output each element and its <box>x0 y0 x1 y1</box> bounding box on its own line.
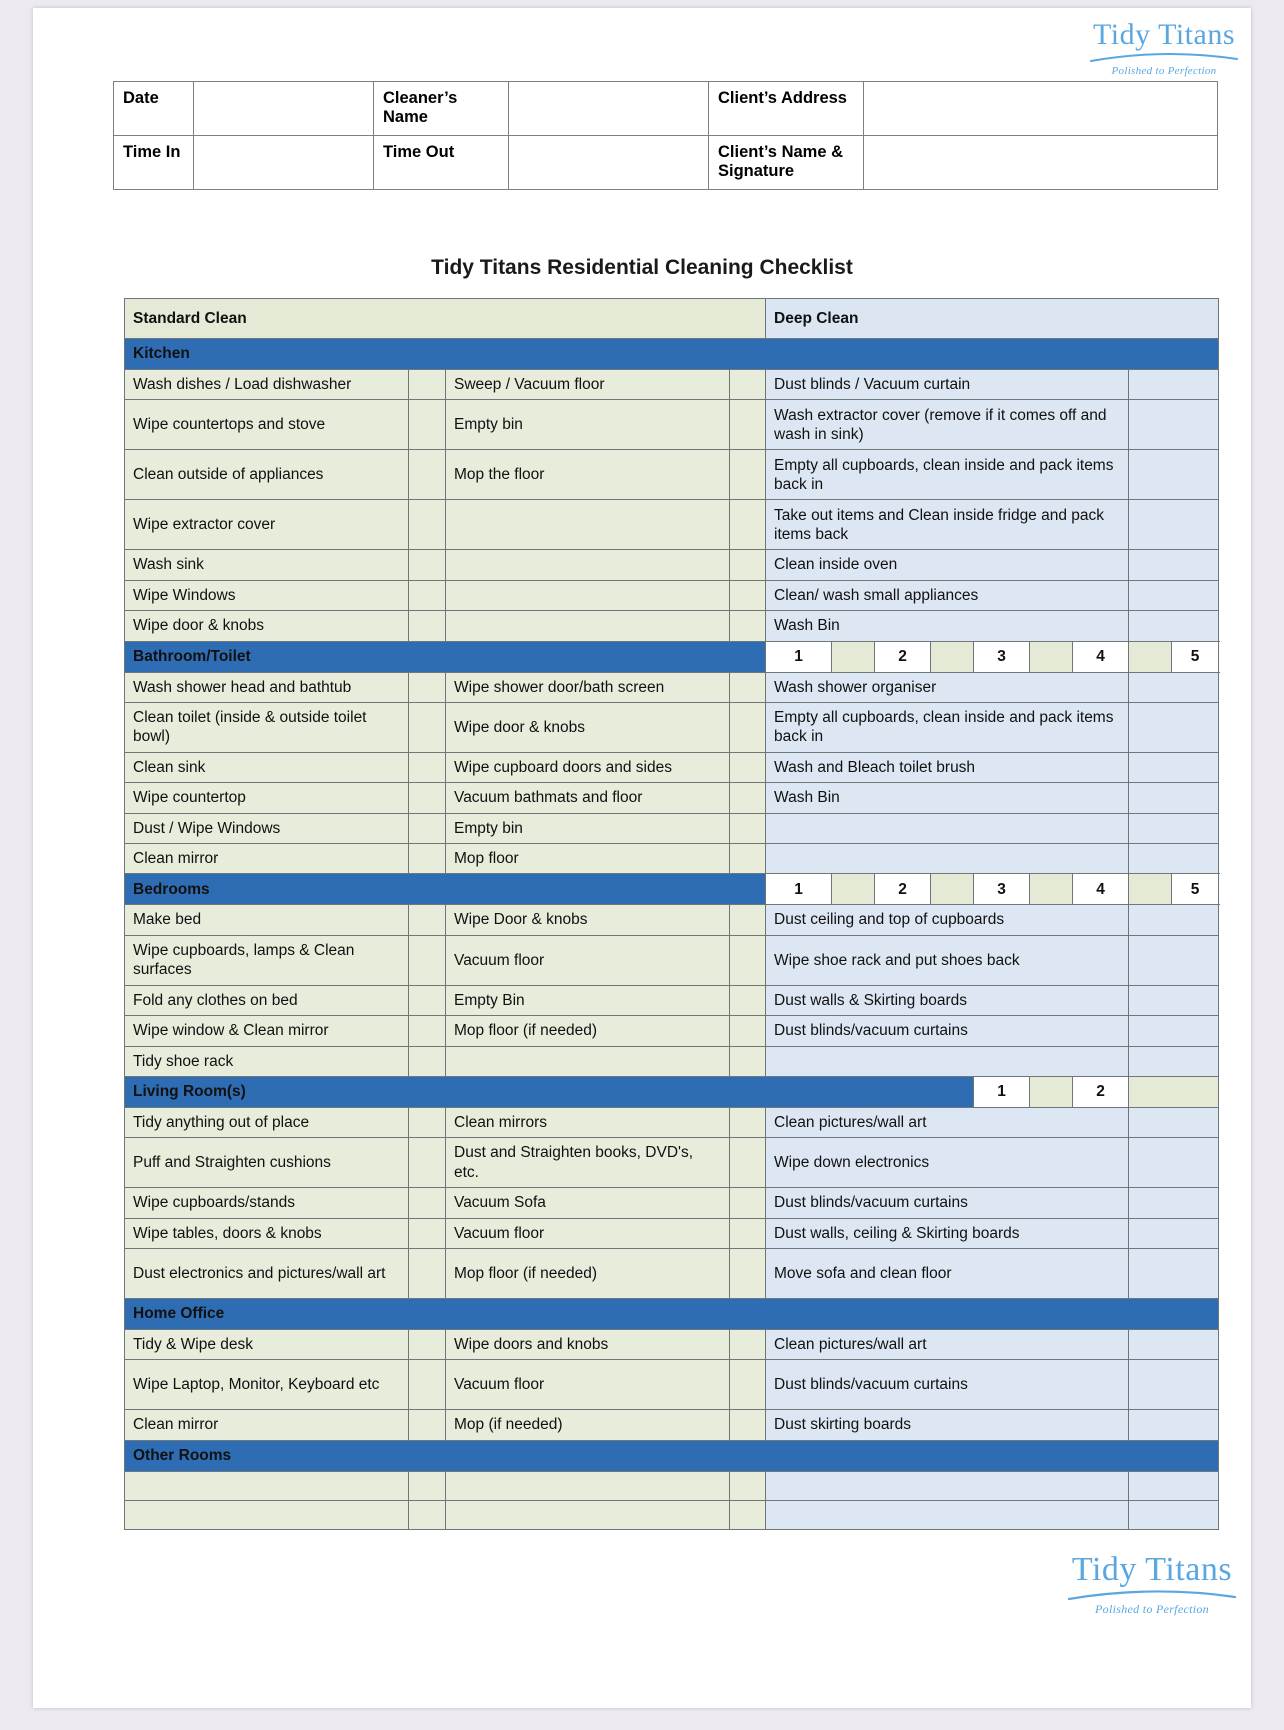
section-title-living-room-s: Living Room(s) <box>125 1076 974 1107</box>
task-standard-a-kitchen-3: Wipe extractor cover <box>125 500 409 550</box>
brand-tagline: Polished to Perfection <box>1111 65 1217 77</box>
table-row <box>125 783 1219 813</box>
task-standard-b-kitchen-2: Mop the floor <box>446 450 730 500</box>
task-deep-kitchen-1: Wash extractor cover (remove if it comes off and wash in sink) <box>766 400 1129 450</box>
checkbox-standard-a-other-rooms-0[interactable] <box>409 1471 446 1500</box>
task-standard-b-home-office-0: Wipe doors and knobs <box>446 1330 730 1360</box>
task-deep-bathroom-toilet-0: Wash shower organiser <box>766 672 1129 702</box>
table-row <box>125 844 1219 874</box>
task-standard-b-home-office-2: Mop (if needed) <box>446 1410 730 1440</box>
checkbox-standard-b-living-room-s-0[interactable] <box>730 1107 766 1137</box>
task-standard-b-bathroom-toilet-1: Wipe door & knobs <box>446 702 730 752</box>
checkbox-deep-bedrooms-1[interactable] <box>1129 935 1219 985</box>
checkbox-deep-home-office-1[interactable] <box>1129 1360 1219 1410</box>
checkbox-standard-a-bathroom-toilet-1[interactable] <box>409 702 446 752</box>
section-header-row-bathroom-toilet <box>125 641 1219 672</box>
task-deep-other-rooms-0 <box>766 1471 1129 1500</box>
table-row <box>125 1360 1219 1410</box>
checkbox-standard-b-home-office-2[interactable] <box>730 1410 766 1440</box>
task-standard-a-kitchen-6: Wipe door & knobs <box>125 611 409 641</box>
table-row <box>125 935 1219 985</box>
brand-wordmark: Tidy Titans <box>1093 18 1235 51</box>
task-standard-b-kitchen-6 <box>446 611 730 641</box>
checkbox-standard-b-living-room-s-2[interactable] <box>730 1188 766 1218</box>
checkbox-standard-a-living-room-s-1[interactable] <box>409 1138 446 1188</box>
task-deep-bathroom-toilet-1: Empty all cupboards, clean inside and pack items back in <box>766 702 1129 752</box>
room-checkbox-cell[interactable] <box>1030 641 1073 672</box>
checkbox-standard-a-other-rooms-1[interactable] <box>409 1500 446 1529</box>
header-deep-clean: Deep Clean <box>766 299 1219 339</box>
table-row <box>125 400 1219 450</box>
table-row <box>125 370 1219 400</box>
task-standard-b-bathroom-toilet-3: Vacuum bathmats and floor <box>446 783 730 813</box>
checkbox-standard-a-home-office-2[interactable] <box>409 1410 446 1440</box>
table-row <box>125 672 1219 702</box>
task-standard-b-living-room-s-3: Vacuum floor <box>446 1218 730 1248</box>
task-deep-kitchen-3: Take out items and Clean inside fridge and pack items back <box>766 500 1129 550</box>
info-value-date[interactable] <box>194 82 374 136</box>
task-standard-a-bedrooms-2: Fold any clothes on bed <box>125 985 409 1015</box>
checkbox-standard-b-bathroom-toilet-2[interactable] <box>730 752 766 782</box>
room-checkbox-cell[interactable] <box>832 874 875 905</box>
room-number-living-room-s-2: 2 <box>1073 1076 1129 1107</box>
table-row <box>125 1188 1219 1218</box>
room-checkbox-cell[interactable] <box>1129 1076 1219 1107</box>
checkbox-deep-bathroom-toilet-0[interactable] <box>1129 672 1219 702</box>
task-deep-bedrooms-1: Wipe shoe rack and put shoes back <box>766 935 1129 985</box>
task-standard-a-bedrooms-4: Tidy shoe rack <box>125 1046 409 1076</box>
brand-logo-bottom <box>1067 1553 1237 1617</box>
checkbox-standard-b-living-room-s-4[interactable] <box>730 1249 766 1299</box>
checkbox-deep-kitchen-0[interactable] <box>1129 370 1219 400</box>
checkbox-standard-a-bedrooms-1[interactable] <box>409 935 446 985</box>
checkbox-standard-b-kitchen-2[interactable] <box>730 450 766 500</box>
brand-wordmark: Tidy Titans <box>1071 1551 1233 1588</box>
table-row <box>125 985 1219 1015</box>
room-number-bedrooms-2: 2 <box>875 874 931 905</box>
section-header-row-home-office <box>125 1299 1219 1330</box>
table-row <box>125 905 1219 935</box>
checkbox-standard-a-bedrooms-0[interactable] <box>409 905 446 935</box>
section-title-other-rooms: Other Rooms <box>125 1440 1219 1471</box>
task-deep-home-office-1: Dust blinds/vacuum curtains <box>766 1360 1129 1410</box>
info-value-client-signature[interactable] <box>864 136 1218 190</box>
task-deep-kitchen-2: Empty all cupboards, clean inside and pack items back in <box>766 450 1129 500</box>
checkbox-deep-home-office-0[interactable] <box>1129 1330 1219 1360</box>
room-checkbox-cell[interactable] <box>1030 874 1073 905</box>
task-deep-home-office-0: Clean pictures/wall art <box>766 1330 1129 1360</box>
table-row <box>125 813 1219 843</box>
task-standard-a-bathroom-toilet-2: Clean sink <box>125 752 409 782</box>
room-checkbox-cell[interactable] <box>931 641 974 672</box>
task-standard-a-other-rooms-0 <box>125 1471 409 1500</box>
checkbox-standard-a-living-room-s-0[interactable] <box>409 1107 446 1137</box>
table-row <box>125 450 1219 500</box>
room-checkbox-cell[interactable] <box>1030 1076 1073 1107</box>
job-info-table <box>113 81 1218 190</box>
checkbox-standard-a-kitchen-1[interactable] <box>409 400 446 450</box>
task-standard-b-other-rooms-0 <box>446 1471 730 1500</box>
task-deep-kitchen-0: Dust blinds / Vacuum curtain <box>766 370 1129 400</box>
task-standard-b-bathroom-toilet-0: Wipe shower door/bath screen <box>446 672 730 702</box>
task-standard-a-other-rooms-1 <box>125 1500 409 1529</box>
task-deep-bathroom-toilet-3: Wash Bin <box>766 783 1129 813</box>
checkbox-standard-b-kitchen-5[interactable] <box>730 580 766 610</box>
checkbox-standard-b-kitchen-3[interactable] <box>730 500 766 550</box>
task-standard-b-living-room-s-4: Mop floor (if needed) <box>446 1249 730 1299</box>
logo-swoosh-icon <box>1067 1589 1237 1601</box>
checkbox-standard-b-living-room-s-1[interactable] <box>730 1138 766 1188</box>
table-row <box>114 136 1218 190</box>
table-row <box>125 1218 1219 1248</box>
section-title-bathroom-toilet: Bathroom/Toilet <box>125 641 766 672</box>
checkbox-standard-a-kitchen-5[interactable] <box>409 580 446 610</box>
task-deep-living-room-s-1: Wipe down electronics <box>766 1138 1129 1188</box>
checkbox-deep-bathroom-toilet-5[interactable] <box>1129 844 1219 874</box>
checkbox-standard-a-kitchen-4[interactable] <box>409 550 446 580</box>
header-standard-clean: Standard Clean <box>125 299 766 339</box>
task-deep-bedrooms-4 <box>766 1046 1129 1076</box>
checkbox-deep-kitchen-1[interactable] <box>1129 400 1219 450</box>
checkbox-deep-kitchen-4[interactable] <box>1129 550 1219 580</box>
checkbox-standard-a-home-office-1[interactable] <box>409 1360 446 1410</box>
task-standard-a-home-office-2: Clean mirror <box>125 1410 409 1440</box>
task-standard-a-bathroom-toilet-1: Clean toilet (inside & outside toilet bowl) <box>125 702 409 752</box>
info-label-time-in: Time In <box>114 136 194 190</box>
task-standard-b-kitchen-3 <box>446 500 730 550</box>
logo-swoosh-icon <box>1089 52 1239 62</box>
page-title: Tidy Titans Residential Cleaning Checklist <box>431 256 853 279</box>
room-number-bedrooms-1: 1 <box>766 874 832 905</box>
task-deep-living-room-s-3: Dust walls, ceiling & Skirting boards <box>766 1218 1129 1248</box>
checkbox-standard-b-bedrooms-3[interactable] <box>730 1016 766 1046</box>
table-row <box>125 1046 1219 1076</box>
task-standard-b-kitchen-5 <box>446 580 730 610</box>
task-deep-kitchen-4: Clean inside oven <box>766 550 1129 580</box>
checkbox-deep-other-rooms-0[interactable] <box>1129 1471 1219 1500</box>
task-standard-b-bedrooms-1: Vacuum floor <box>446 935 730 985</box>
task-standard-a-bathroom-toilet-3: Wipe countertop <box>125 783 409 813</box>
brand-tagline: Polished to Perfection <box>1095 1602 1209 1616</box>
checkbox-standard-a-bedrooms-4[interactable] <box>409 1046 446 1076</box>
checkbox-standard-a-bedrooms-3[interactable] <box>409 1016 446 1046</box>
checkbox-deep-kitchen-2[interactable] <box>1129 450 1219 500</box>
section-title-kitchen: Kitchen <box>125 339 1219 370</box>
table-row <box>125 1249 1219 1299</box>
checkbox-standard-b-home-office-1[interactable] <box>730 1360 766 1410</box>
info-label-client-signature: Client’s Name & Signature <box>709 136 864 190</box>
task-standard-a-bathroom-toilet-0: Wash shower head and bathtub <box>125 672 409 702</box>
checkbox-deep-living-room-s-0[interactable] <box>1129 1107 1219 1137</box>
task-standard-b-kitchen-4 <box>446 550 730 580</box>
section-header-row-other-rooms <box>125 1440 1219 1471</box>
task-deep-other-rooms-1 <box>766 1500 1129 1529</box>
checkbox-standard-b-other-rooms-0[interactable] <box>730 1471 766 1500</box>
task-standard-b-bedrooms-4 <box>446 1046 730 1076</box>
checkbox-standard-b-kitchen-4[interactable] <box>730 550 766 580</box>
checkbox-standard-a-living-room-s-3[interactable] <box>409 1218 446 1248</box>
table-row <box>125 580 1219 610</box>
checkbox-standard-a-bathroom-toilet-0[interactable] <box>409 672 446 702</box>
checkbox-standard-a-kitchen-3[interactable] <box>409 500 446 550</box>
checkbox-standard-b-home-office-0[interactable] <box>730 1330 766 1360</box>
table-row <box>125 752 1219 782</box>
checkbox-standard-b-bedrooms-1[interactable] <box>730 935 766 985</box>
task-deep-kitchen-6: Wash Bin <box>766 611 1129 641</box>
task-deep-bedrooms-0: Dust ceiling and top of cupboards <box>766 905 1129 935</box>
task-standard-a-kitchen-2: Clean outside of appliances <box>125 450 409 500</box>
table-row <box>125 611 1219 641</box>
checkbox-standard-a-home-office-0[interactable] <box>409 1330 446 1360</box>
checkbox-standard-b-kitchen-1[interactable] <box>730 400 766 450</box>
checkbox-deep-living-room-s-2[interactable] <box>1129 1188 1219 1218</box>
task-deep-bathroom-toilet-4 <box>766 813 1129 843</box>
info-value-client-address[interactable] <box>864 82 1218 136</box>
checkbox-deep-kitchen-3[interactable] <box>1129 500 1219 550</box>
task-deep-kitchen-5: Clean/ wash small appliances <box>766 580 1129 610</box>
room-number-bedrooms-3: 3 <box>974 874 1030 905</box>
task-standard-a-bedrooms-3: Wipe window & Clean mirror <box>125 1016 409 1046</box>
checkbox-standard-a-bathroom-toilet-3[interactable] <box>409 783 446 813</box>
info-value-cleaner-name[interactable] <box>509 82 709 136</box>
task-standard-a-living-room-s-0: Tidy anything out of place <box>125 1107 409 1137</box>
checkbox-standard-a-living-room-s-2[interactable] <box>409 1188 446 1218</box>
table-row <box>125 1410 1219 1440</box>
task-standard-b-home-office-1: Vacuum floor <box>446 1360 730 1410</box>
checkbox-standard-a-bathroom-toilet-5[interactable] <box>409 844 446 874</box>
task-deep-home-office-2: Dust skirting boards <box>766 1410 1129 1440</box>
checkbox-standard-a-bedrooms-2[interactable] <box>409 985 446 1015</box>
checkbox-standard-b-bathroom-toilet-0[interactable] <box>730 672 766 702</box>
task-standard-a-bathroom-toilet-4: Dust / Wipe Windows <box>125 813 409 843</box>
checkbox-standard-b-kitchen-0[interactable] <box>730 370 766 400</box>
task-standard-a-living-room-s-3: Wipe tables, doors & knobs <box>125 1218 409 1248</box>
checkbox-standard-b-bathroom-toilet-3[interactable] <box>730 783 766 813</box>
checklist-header-row <box>125 299 1219 339</box>
room-number-bedrooms-5: 5 <box>1172 874 1219 905</box>
task-standard-b-bathroom-toilet-4: Empty bin <box>446 813 730 843</box>
room-checkbox-cell[interactable] <box>931 874 974 905</box>
table-row <box>125 702 1219 752</box>
task-deep-living-room-s-2: Dust blinds/vacuum curtains <box>766 1188 1129 1218</box>
checkbox-standard-a-living-room-s-4[interactable] <box>409 1249 446 1299</box>
checkbox-standard-a-bathroom-toilet-4[interactable] <box>409 813 446 843</box>
checkbox-deep-living-room-s-1[interactable] <box>1129 1138 1219 1188</box>
task-standard-a-kitchen-4: Wash sink <box>125 550 409 580</box>
info-label-date: Date <box>114 82 194 136</box>
table-row <box>125 1500 1219 1529</box>
table-row <box>125 1138 1219 1188</box>
task-deep-bedrooms-3: Dust blinds/vacuum curtains <box>766 1016 1129 1046</box>
room-number-bathroom-toilet-5: 5 <box>1172 641 1219 672</box>
room-checkbox-cell[interactable] <box>832 641 875 672</box>
task-standard-b-bedrooms-2: Empty Bin <box>446 985 730 1015</box>
task-standard-a-kitchen-0: Wash dishes / Load dishwasher <box>125 370 409 400</box>
document-page <box>33 8 1251 1708</box>
task-standard-a-bedrooms-1: Wipe cupboards, lamps & Clean surfaces <box>125 935 409 985</box>
checkbox-deep-bathroom-toilet-2[interactable] <box>1129 752 1219 782</box>
task-deep-living-room-s-4: Move sofa and clean floor <box>766 1249 1129 1299</box>
task-standard-a-kitchen-1: Wipe countertops and stove <box>125 400 409 450</box>
info-label-cleaner-name: Cleaner’s Name <box>374 82 509 136</box>
task-standard-a-home-office-0: Tidy & Wipe desk <box>125 1330 409 1360</box>
task-standard-a-kitchen-5: Wipe Windows <box>125 580 409 610</box>
room-number-bathroom-toilet-3: 3 <box>974 641 1030 672</box>
section-title-bedrooms: Bedrooms <box>125 874 766 905</box>
task-standard-a-bedrooms-0: Make bed <box>125 905 409 935</box>
task-standard-a-living-room-s-4: Dust electronics and pictures/wall art <box>125 1249 409 1299</box>
room-checkbox-cell[interactable] <box>1129 641 1172 672</box>
cleaning-checklist-table <box>124 298 1219 1530</box>
section-header-row-living-room-s <box>125 1076 1219 1107</box>
info-label-time-out: Time Out <box>374 136 509 190</box>
checkbox-standard-b-other-rooms-1[interactable] <box>730 1500 766 1529</box>
checkbox-deep-bathroom-toilet-4[interactable] <box>1129 813 1219 843</box>
task-deep-bathroom-toilet-5 <box>766 844 1129 874</box>
table-row <box>125 500 1219 550</box>
section-title-home-office: Home Office <box>125 1299 1219 1330</box>
table-row <box>125 550 1219 580</box>
checkbox-standard-b-bedrooms-4[interactable] <box>730 1046 766 1076</box>
room-number-bathroom-toilet-1: 1 <box>766 641 832 672</box>
info-value-time-out[interactable] <box>509 136 709 190</box>
task-standard-a-living-room-s-1: Puff and Straighten cushions <box>125 1138 409 1188</box>
checkbox-standard-b-bedrooms-2[interactable] <box>730 985 766 1015</box>
checkbox-standard-b-living-room-s-3[interactable] <box>730 1218 766 1248</box>
table-row <box>125 1471 1219 1500</box>
table-row <box>114 82 1218 136</box>
task-deep-living-room-s-0: Clean pictures/wall art <box>766 1107 1129 1137</box>
task-deep-bedrooms-2: Dust walls & Skirting boards <box>766 985 1129 1015</box>
checkbox-standard-b-kitchen-6[interactable] <box>730 611 766 641</box>
task-standard-b-bedrooms-0: Wipe Door & knobs <box>446 905 730 935</box>
checkbox-standard-a-kitchen-6[interactable] <box>409 611 446 641</box>
task-standard-b-bathroom-toilet-2: Wipe cupboard doors and sides <box>446 752 730 782</box>
checkbox-deep-living-room-s-3[interactable] <box>1129 1218 1219 1248</box>
table-row <box>125 1016 1219 1046</box>
checkbox-standard-a-bathroom-toilet-2[interactable] <box>409 752 446 782</box>
checkbox-deep-home-office-2[interactable] <box>1129 1410 1219 1440</box>
task-standard-b-living-room-s-1: Dust and Straighten books, DVD's, etc. <box>446 1138 730 1188</box>
task-standard-a-living-room-s-2: Wipe cupboards/stands <box>125 1188 409 1218</box>
brand-logo-top <box>1089 20 1239 78</box>
task-standard-b-kitchen-1: Empty bin <box>446 400 730 450</box>
checkbox-standard-a-kitchen-2[interactable] <box>409 450 446 500</box>
info-value-time-in[interactable] <box>194 136 374 190</box>
checkbox-standard-b-bathroom-toilet-4[interactable] <box>730 813 766 843</box>
task-standard-b-living-room-s-0: Clean mirrors <box>446 1107 730 1137</box>
task-deep-bathroom-toilet-2: Wash and Bleach toilet brush <box>766 752 1129 782</box>
table-row <box>125 1330 1219 1360</box>
checkbox-deep-bedrooms-0[interactable] <box>1129 905 1219 935</box>
checkbox-standard-b-bathroom-toilet-5[interactable] <box>730 844 766 874</box>
task-standard-b-bedrooms-3: Mop floor (if needed) <box>446 1016 730 1046</box>
checkbox-deep-bedrooms-2[interactable] <box>1129 985 1219 1015</box>
table-row <box>125 1107 1219 1137</box>
room-number-living-room-s-1: 1 <box>974 1076 1030 1107</box>
room-number-bedrooms-4: 4 <box>1073 874 1129 905</box>
info-label-client-address: Client’s Address <box>709 82 864 136</box>
task-standard-b-bathroom-toilet-5: Mop floor <box>446 844 730 874</box>
section-header-row-bedrooms <box>125 874 1219 905</box>
checkbox-deep-kitchen-6[interactable] <box>1129 611 1219 641</box>
room-number-bathroom-toilet-4: 4 <box>1073 641 1129 672</box>
section-header-row-kitchen <box>125 339 1219 370</box>
room-number-bathroom-toilet-2: 2 <box>875 641 931 672</box>
room-checkbox-cell[interactable] <box>1129 874 1172 905</box>
checkbox-deep-bathroom-toilet-3[interactable] <box>1129 783 1219 813</box>
task-standard-b-other-rooms-1 <box>446 1500 730 1529</box>
task-standard-b-kitchen-0: Sweep / Vacuum floor <box>446 370 730 400</box>
checkbox-standard-b-bathroom-toilet-1[interactable] <box>730 702 766 752</box>
task-standard-a-home-office-1: Wipe Laptop, Monitor, Keyboard etc <box>125 1360 409 1410</box>
checkbox-deep-bedrooms-4[interactable] <box>1129 1046 1219 1076</box>
task-standard-b-living-room-s-2: Vacuum Sofa <box>446 1188 730 1218</box>
checkbox-deep-kitchen-5[interactable] <box>1129 580 1219 610</box>
checkbox-deep-living-room-s-4[interactable] <box>1129 1249 1219 1299</box>
checkbox-deep-bathroom-toilet-1[interactable] <box>1129 702 1219 752</box>
task-standard-a-bathroom-toilet-5: Clean mirror <box>125 844 409 874</box>
checkbox-standard-a-kitchen-0[interactable] <box>409 370 446 400</box>
checkbox-deep-other-rooms-1[interactable] <box>1129 1500 1219 1529</box>
checkbox-standard-b-bedrooms-0[interactable] <box>730 905 766 935</box>
checkbox-deep-bedrooms-3[interactable] <box>1129 1016 1219 1046</box>
